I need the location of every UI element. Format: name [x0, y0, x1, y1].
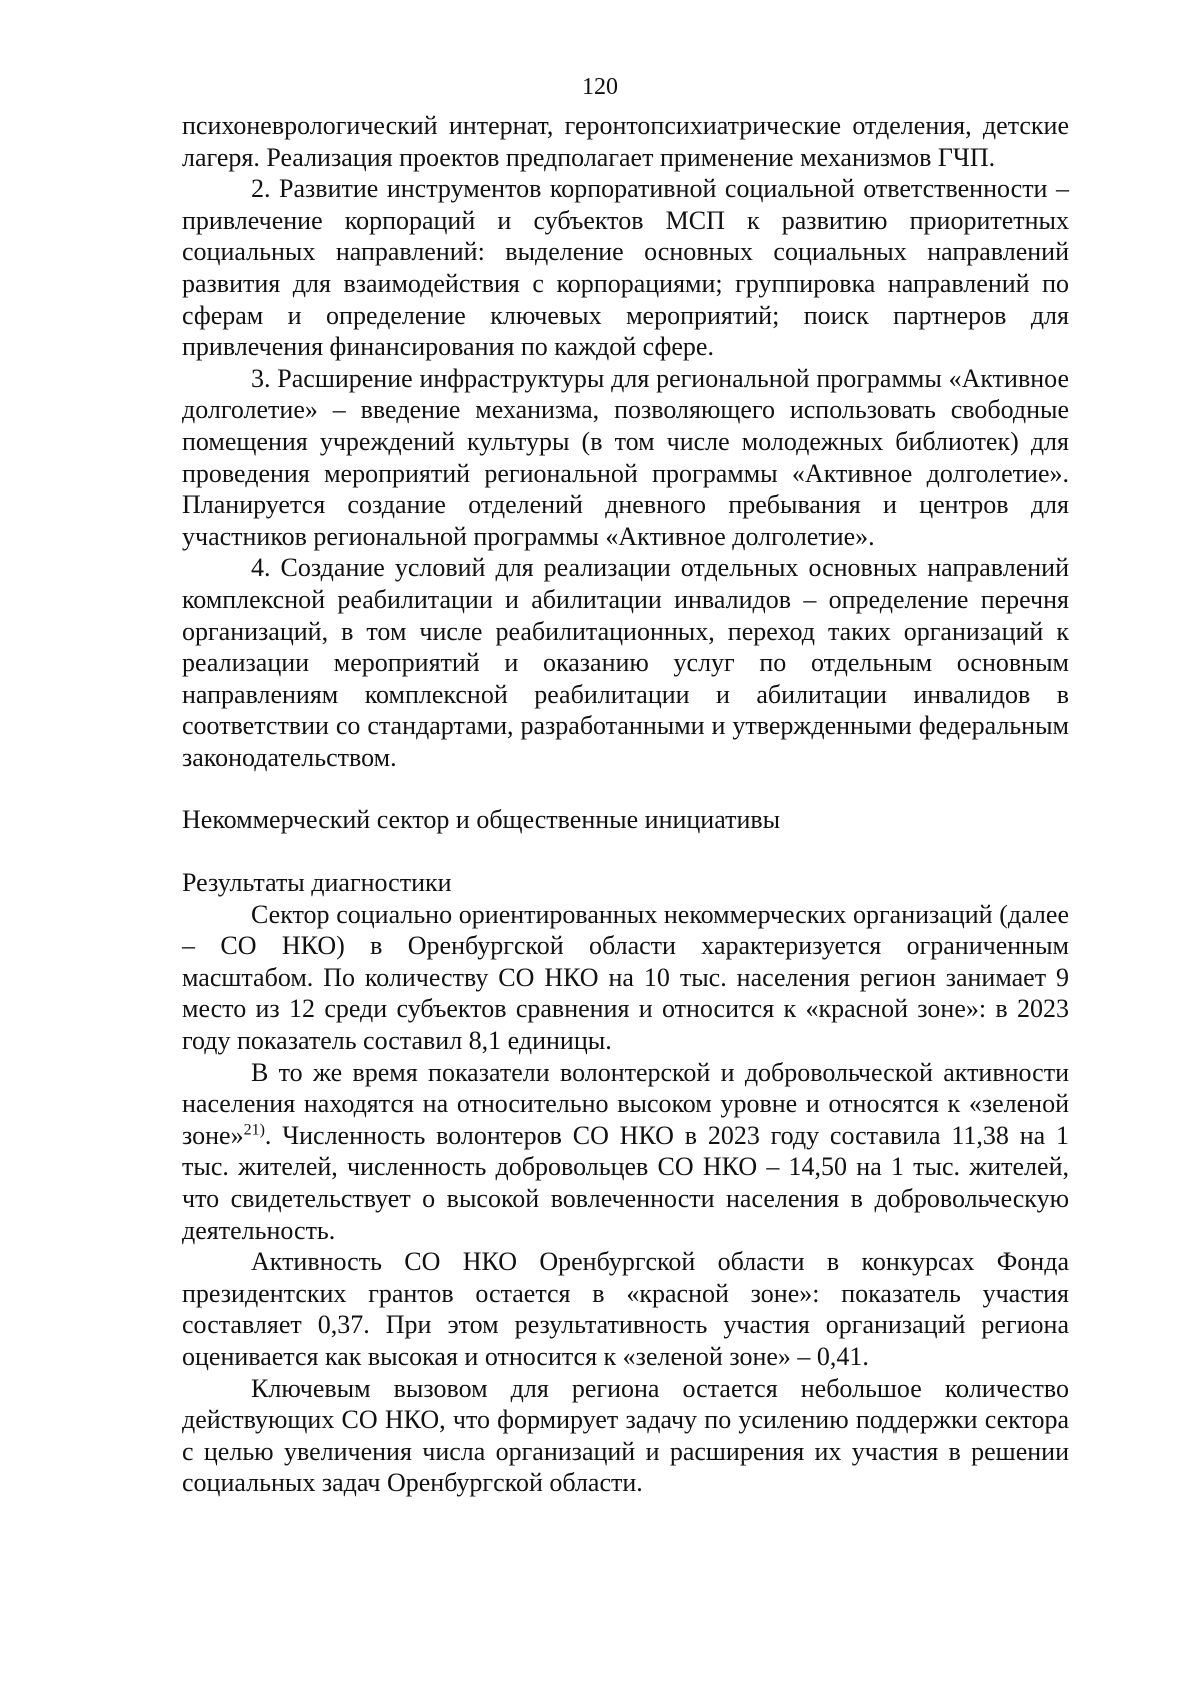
section-heading: Некоммерческий сектор и общественные инициативы — [182, 805, 781, 835]
paragraph-continuation: психоневрологический интернат, геронтопсихиатрические отделения, детские лагеря. Реализация проектов предполагает применение механизмов ГЧП. — [182, 111, 1069, 172]
document-body — [182, 110, 1069, 1499]
paragraph-diagnostics-1: Сектор социально ориентированных некоммерческих организаций (далее – СО НКО) в Оренбургской области характеризуется ограниченным масштабом. По количеству СО НКО на 10 тыс. населения регион занимает 9 место из 12 среди субъектов сравнения и относится к «красной зоне»: в 2023 году показатель составил 8,1 единицы. — [182, 899, 1069, 1056]
page-number: 120 — [582, 74, 618, 100]
paragraph-item-4: 4. Создание условий для реализации отдельных основных направлений комплексной реабилитации и абилитации инвалидов – определение перечня организаций, в том числе реабилитационных, переход таких организаций к реализации мероприятий и оказанию услуг по отдельным основным направлениям комплексной реабилитации и абилитации инвалидов в соответствии со стандартами, разработанными и утвержденными федеральным законодательством. — [182, 553, 1069, 772]
paragraph-item-2: 2. Развитие инструментов корпоративной социальной ответственности – привлечение корпораций и субъектов МСП к развитию приоритетных социальных направлений: выделение основных социальных направлений развития для взаимодействия с корпорациями; группировка направлений по сферам и определение ключевых мероприятий; поиск партнеров для привлечения финансирования по каждой сфере. — [182, 174, 1069, 362]
paragraph-item-3: 3. Расширение инфраструктуры для региональной программы «Активное долголетие» – введение механизма, позволяющего использовать свободные помещения учреждений культуры (в том числе молодежных библиотек) для проведения мероприятий региональной программы «Активное долголетие». Планируется создание отделений дневного пребывания и центров для участников региональной программы «Активное долголетие». — [182, 363, 1069, 551]
paragraph-diagnostics-4: Ключевым вызовом для региона остается небольшое количество действующих СО НКО, что формирует задачу по усилению поддержки сектора с целью увеличения числа организаций и расширения их участия в решении социальных задач Оренбургской области. — [182, 1373, 1069, 1498]
paragraph-diagnostics-2 — [182, 1057, 1069, 1247]
paragraph-diagnostics-3: Активность СО НКО Оренбургской области в конкурсах Фонда президентских грантов остается в «красной зоне»: показатель участия составляет 0,37. При этом результативность участия организаций региона оценивается как высокая и относится к «зеленой зоне» – 0,41. — [182, 1247, 1069, 1371]
paragraph-diagnostics-2-text-before: В то же время показатели волонтерской и добровольческой активности населения находятся на относительно высоком уровне и относятся к «зеленой зоне» — [182, 1057, 1069, 1150]
subsection-heading: Результаты диагностики — [182, 868, 452, 898]
footnote-marker: 21) — [243, 1121, 265, 1139]
paragraph-diagnostics-2-text-after: . Численность волонтеров СО НКО в 2023 году составила 11,38 на 1 тыс. жителей, численность добровольцев СО НКО – 14,50 на 1 тыс. жителей, что свидетельствует о высокой вовлеченности населения в добровольческую деятельность. — [182, 1120, 1069, 1245]
